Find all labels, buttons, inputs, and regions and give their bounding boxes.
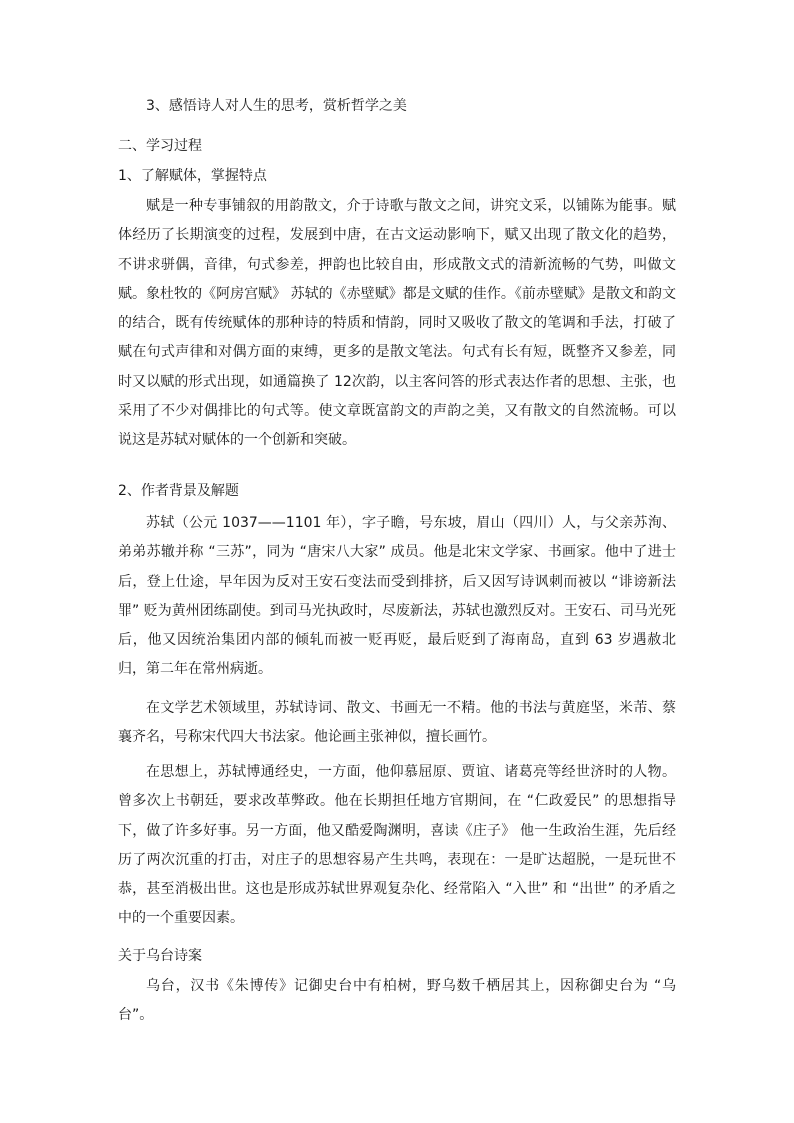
subsection-title-fu-style: 1、了解赋体，掌握特点 [118, 168, 267, 184]
paragraph-author-bio: 苏轼（公元 1037——1101 年），字子瞻，号东坡，眉山（四川）人，与父亲苏洵、弟弟苏辙并称 “三苏”，同为 “唐宋八大家” 成员。他是北宋文学家、书画家。他中了进士后，登上仕途，早年因为反对王安石变法而受到排挤，后又因写诗讽刺而被以 “诽谤新法罪” 贬为黄州团练副使。到司马光执政时，尽废新法，苏轼也激烈反对。王安石、司马光死后，他又因统治集团内部的倾轧而被一贬再贬，最后贬到了海南岛，直到 63 岁遇赦北归，第二年在常州病逝。 [118, 515, 676, 678]
heading-wutai-case: 关于乌台诗案 [118, 948, 202, 964]
paragraph-wutai: 乌台，汉书《朱博传》记御史台中有柏树，野乌数千栖居其上，因称御史台为 “乌台”。 [118, 978, 676, 1024]
objective-3: 3、感悟诗人对人生的思考，赏析哲学之美 [146, 98, 407, 114]
section-title-learning-process: 二、学习过程 [118, 138, 202, 154]
paragraph-thought: 在思想上，苏轼博通经史，一方面，他仰慕屈原、贾谊、诸葛亮等经世济时的人物。曾多次上书朝廷，要求改革弊政。他在长期担任地方官期间，在 “仁政爱民” 的思想指导下，做了许多好事。另一方面，他又酷爱陶渊明，喜读《庄子》 他一生政治生涯，先后经历了两次沉重的打击，对庄子的思想容易产生共鸣，表现在：一是旷达超脱，一是玩世不恭，甚至消极出世。这也是形成苏轼世界观复杂化、经常陷入 “入世” 和 “出世” 的矛盾之中的一个重要因素。 [118, 764, 676, 927]
paragraph-art: 在文学艺术领域里，苏轼诗词、散文、书画无一不精。他的书法与黄庭坚，米芾、蔡襄齐名，号称宋代四大书法家。他论画主张神似，擅长画竹。 [118, 700, 676, 746]
subsection-title-author-background: 2、作者背景及解题 [118, 483, 239, 499]
paragraph-fu-style: 赋是一种专事铺叙的用韵散文，介于诗歌与散文之间，讲究文采，以铺陈为能事。赋体经历了长期演变的过程，发展到中唐，在古文运动影响下，赋又出现了散文化的趋势，不讲求骈偶，音律，句式参差，押韵也比较自由，形成散文式的清新流畅的气势，叫做文赋。象杜牧的《阿房宫赋》 苏轼的《赤壁赋》都是文赋的佳作。《前赤壁赋》是散文和韵文的结合，既有传统赋体的那种诗的特质和情韵，同时又吸收了散文的笔调和手法，打破了赋在句式声律和对偶方面的束缚，更多的是散文笔法。句式有长有短，既整齐又参差，同时又以赋的形式出现，如通篇换了 12次韵，以主客问答的形式表达作者的思想、主张，也采用了不少对偶排比的句式等。使文章既富韵文的声韵之美，又有散文的自然流畅。可以说这是苏轼对赋体的一个创新和突破。 [118, 198, 676, 449]
